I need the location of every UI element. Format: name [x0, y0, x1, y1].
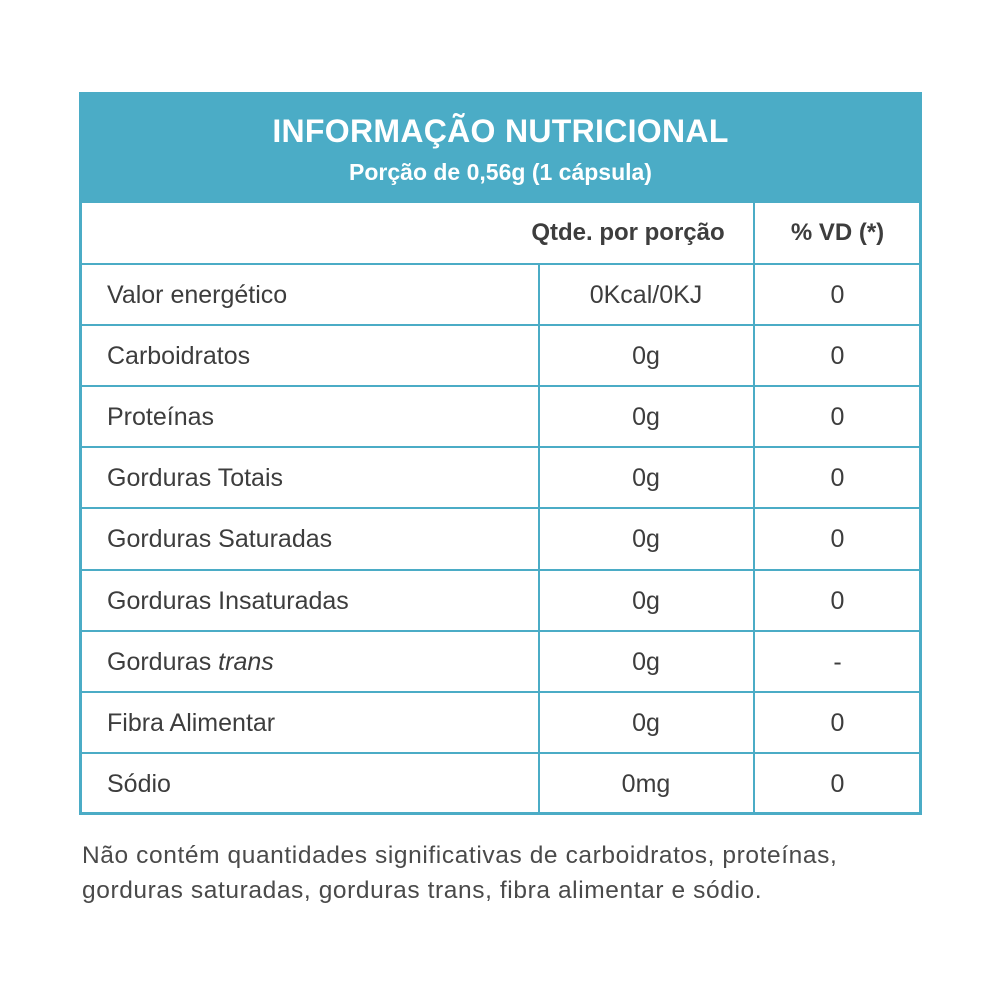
nutrient-daily-value: 0 — [830, 464, 845, 492]
table-row — [82, 693, 919, 754]
nutrient-quantity: 0g — [632, 525, 660, 553]
nutrient-name: Valor energético — [107, 281, 288, 309]
nutrient-daily-value: 0 — [830, 709, 845, 737]
nutrient-daily-value: 0 — [830, 342, 845, 370]
nutrient-quantity: 0mg — [621, 770, 671, 798]
nutrient-daily-value: - — [833, 648, 842, 676]
nutrient-daily-value: 0 — [830, 770, 845, 798]
nutrient-name-prefix: Gorduras — [107, 648, 219, 676]
nutrient-name: Carboidratos — [107, 342, 251, 370]
nutrient-daily-value: 0 — [830, 525, 845, 553]
table-row — [82, 632, 919, 693]
table-header — [82, 95, 919, 203]
footnote-line: Não contém quantidades significativas de carboidratos, proteínas, — [82, 842, 838, 869]
table-row — [82, 571, 919, 632]
nutrient-name — [107, 632, 527, 693]
table-title: INFORMAÇÃO NUTRICIONAL — [272, 113, 729, 149]
nutrition-facts-table — [79, 92, 922, 815]
nutrient-daily-value: 0 — [830, 403, 845, 431]
nutrient-quantity: 0g — [632, 464, 660, 492]
footnote-line: gorduras saturadas, gorduras trans, fibra alimentar e sódio. — [82, 877, 763, 904]
table-row — [82, 509, 919, 570]
table-row — [82, 387, 919, 448]
nutrient-name: Fibra Alimentar — [107, 709, 276, 737]
nutrient-name: Sódio — [107, 770, 171, 798]
nutrient-quantity: 0g — [632, 648, 660, 676]
table-row — [82, 326, 919, 387]
column-header-vd: % VD (*) — [790, 219, 885, 246]
table-row — [82, 265, 919, 326]
nutrient-quantity: 0Kcal/0KJ — [589, 281, 703, 309]
serving-size: Porção de 0,56g (1 cápsula) — [349, 159, 652, 185]
nutrient-name: Gorduras Insaturadas — [107, 587, 349, 615]
nutrient-daily-value: 0 — [830, 587, 845, 615]
nutrient-name: Gorduras Saturadas — [107, 525, 333, 553]
nutrient-name: Gorduras Totais — [107, 464, 284, 492]
nutrient-quantity: 0g — [632, 342, 660, 370]
footnote — [82, 838, 982, 908]
column-header-qty: Qtde. por porção — [531, 219, 725, 246]
nutrient-quantity: 0g — [632, 709, 660, 737]
nutrient-quantity: 0g — [632, 587, 660, 615]
nutrient-daily-value: 0 — [830, 281, 845, 309]
nutrient-name-italic: trans — [218, 648, 274, 676]
table-row — [82, 448, 919, 509]
nutrient-quantity: 0g — [632, 403, 660, 431]
table-row — [82, 754, 919, 815]
nutrient-name: Proteínas — [107, 403, 215, 431]
